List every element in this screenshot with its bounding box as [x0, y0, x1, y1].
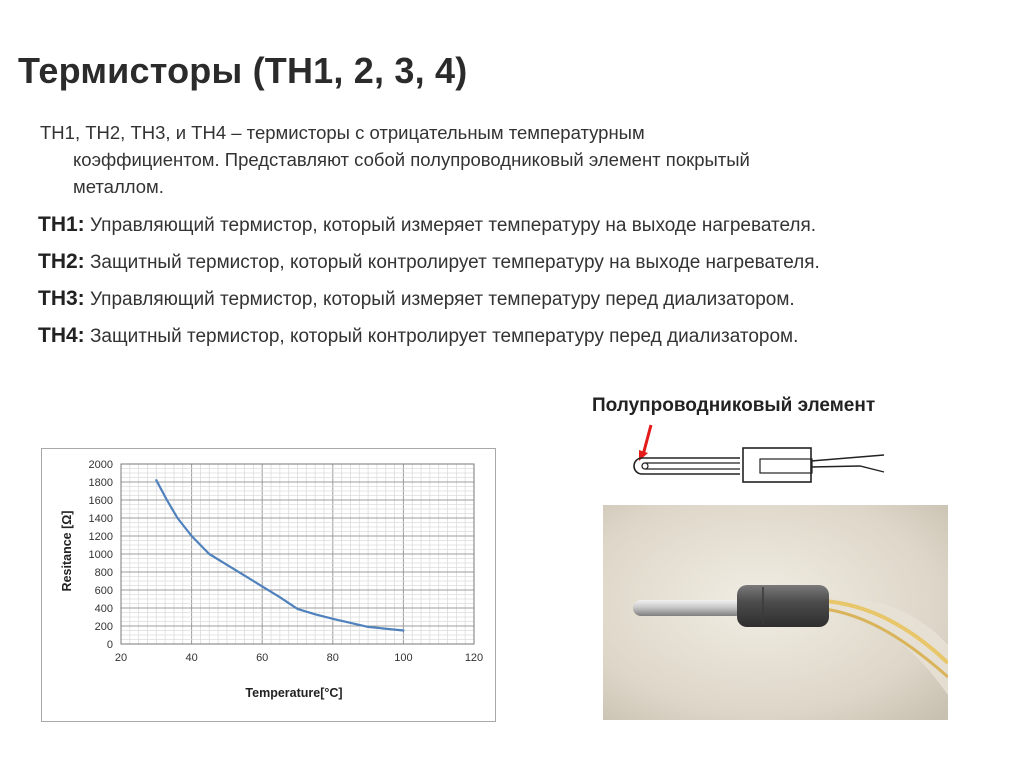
x-tick-label: 80 — [326, 652, 339, 664]
definition-code: ТН4: — [38, 324, 85, 347]
x-tick-label: 120 — [464, 652, 484, 664]
y-tick-label: 400 — [94, 603, 113, 615]
chart-svg — [42, 449, 497, 723]
definition-th3 — [38, 280, 820, 317]
probe-tube-outline — [634, 458, 740, 474]
chart-grid — [121, 464, 474, 644]
definition-text: Защитный термистор, который контролирует температуру на выходе нагревателя. — [84, 252, 820, 273]
y-tick-label: 2000 — [88, 459, 113, 471]
slide-title: Термисторы (ТН1, 2, 3, 4) — [18, 50, 468, 91]
definition-text: Управляющий термистор, который измеряет температуру на выходе нагревателя. — [84, 215, 817, 236]
intro-line-3: металлом. — [73, 176, 164, 197]
pointer-arrow-shaft — [643, 425, 651, 455]
definition-text: Управляющий термистор, который измеряет температуру перед диализатором. — [84, 289, 795, 310]
y-tick-label: 1000 — [88, 549, 113, 561]
probe-schematic — [620, 415, 900, 490]
intro-paragraph — [40, 119, 830, 200]
probe-sleeve — [743, 448, 811, 482]
y-axis-title: Resitance [Ω] — [60, 510, 74, 592]
x-tick-label: 60 — [256, 652, 269, 664]
definition-text: Защитный термистор, который контролирует температуру перед диализатором. — [84, 326, 799, 347]
x-tick-label: 20 — [114, 652, 128, 664]
definition-code: ТН1: — [38, 213, 85, 236]
x-tick-label: 100 — [394, 652, 413, 664]
y-tick-label: 1800 — [88, 477, 113, 489]
lead-wire-upper — [811, 455, 884, 461]
thermistor-photo — [603, 505, 948, 720]
probe-sleeve-photo — [737, 585, 829, 627]
y-tick-label: 1600 — [88, 495, 113, 507]
pointer-arrow-head — [639, 450, 648, 461]
lead-wire-lower — [811, 466, 884, 472]
intro-line-1: ТН1, ТН2, ТН3, и ТН4 – термисторы с отрицательным температурным — [40, 122, 645, 143]
y-tick-label: 800 — [94, 567, 113, 579]
definition-code: ТН3: — [38, 287, 85, 310]
thermistor-definitions — [38, 206, 820, 354]
semiconductor-element-label: Полупроводниковый элемент — [592, 395, 876, 416]
y-tick-label: 1400 — [88, 513, 113, 525]
sensing-element — [642, 463, 648, 469]
x-tick-label: 40 — [185, 652, 198, 664]
definition-code: ТН2: — [38, 250, 85, 273]
definition-th4 — [38, 317, 820, 354]
y-tick-label: 1200 — [88, 531, 113, 543]
y-tick-label: 0 — [106, 639, 113, 651]
x-axis-title: Temperature[°C] — [245, 686, 343, 700]
y-tick-label: 600 — [94, 585, 113, 597]
y-tick-label: 200 — [94, 621, 113, 633]
metal-probe-tip — [633, 600, 743, 616]
intro-line-2: коэффициентом. Представляют собой полупроводниковый элемент покрытый — [73, 149, 750, 170]
definition-th2 — [38, 243, 820, 280]
probe-inner-line — [642, 463, 740, 469]
resistance-chart — [41, 448, 496, 722]
definition-th1 — [38, 206, 820, 243]
